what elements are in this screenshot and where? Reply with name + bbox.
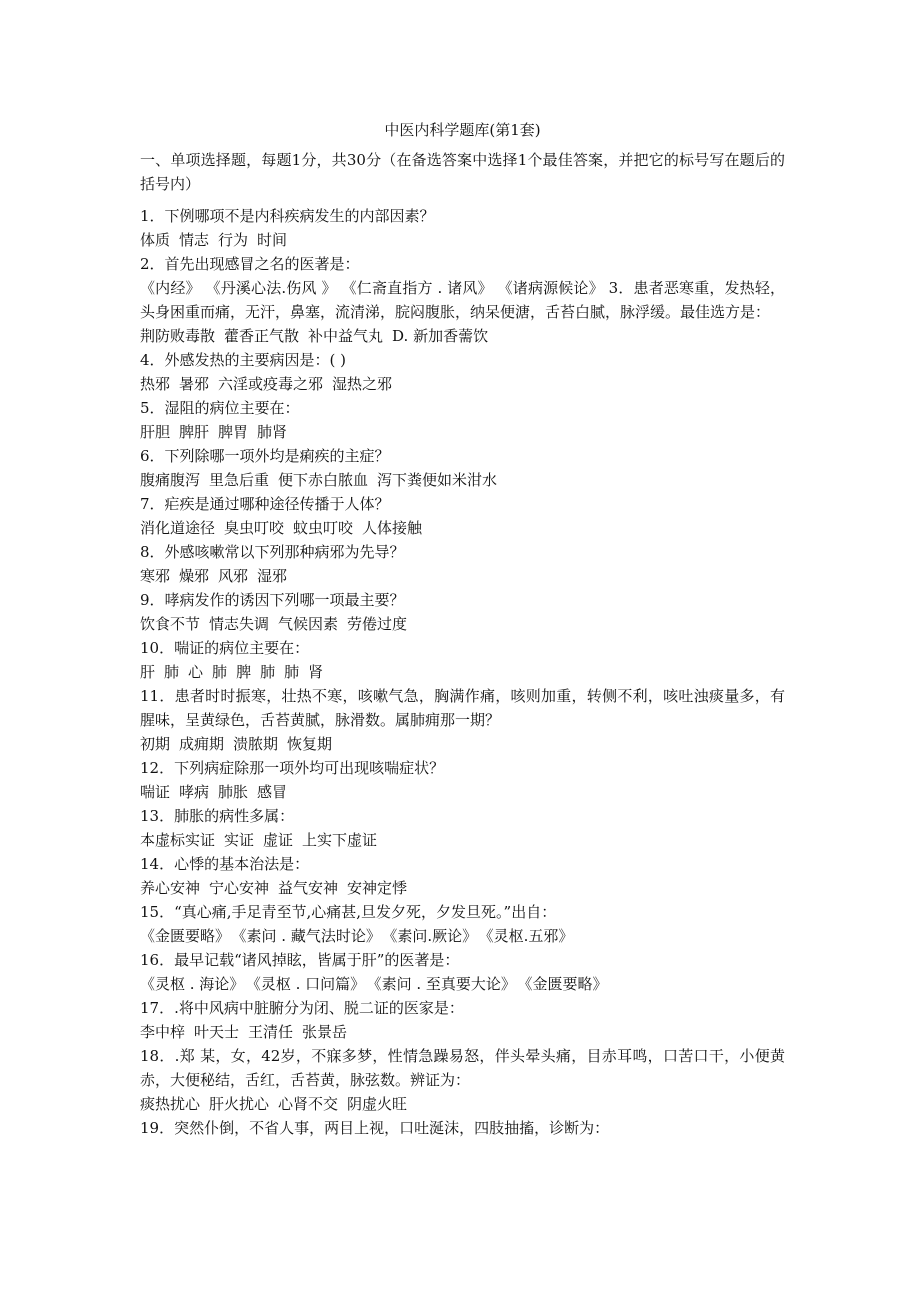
document-page: [140, 118, 785, 1140]
question-text: 9．哮病发作的诱因下列哪一项最主要？: [140, 591, 405, 609]
question-text: 13．肺胀的病性多属：: [140, 807, 295, 825]
answer-option: 便下赤白脓血: [278, 471, 369, 489]
answer-option: 哮病: [179, 783, 210, 801]
answer-option: 《素问 . 藏气法时论》: [239, 927, 381, 945]
question-text: 19．突然仆倒，不省人事，两目上视，口吐涎沫，四肢抽搐，诊断为：: [140, 1119, 610, 1137]
answer-option: 安神定悸: [347, 879, 408, 897]
answer-option: 《灵枢 . 口问篇》: [253, 975, 366, 993]
answer-option: 气候因素: [278, 615, 339, 633]
answer-option: 成痈期: [179, 735, 225, 753]
answer-options: [140, 924, 785, 948]
answer-option: 感冒: [257, 783, 288, 801]
answer-option: 行为: [218, 231, 249, 249]
answer-option: 王清任: [248, 1023, 294, 1041]
answer-option: 劳倦过度: [347, 615, 408, 633]
answer-options: [140, 564, 785, 588]
answer-option: 张景岳: [302, 1023, 348, 1041]
answer-option: 益气安神: [278, 879, 339, 897]
answer-option: 实证: [224, 831, 255, 849]
answer-option: 蚊虫叮咬: [293, 519, 354, 537]
answer-option: 肺: [284, 663, 300, 681]
answer-option: 腹痛腹泻: [140, 471, 201, 489]
answer-option: 六淫或疫毒之邪: [218, 375, 324, 393]
answer-options: [140, 732, 785, 756]
answer-option: 心: [188, 663, 204, 681]
answer-option: 肝: [140, 663, 156, 681]
question-text: 7．疟疾是通过哪种途径传播于人体？: [140, 495, 390, 513]
question-text: 8．外感咳嗽常以下列那种病邪为先导？: [140, 543, 405, 561]
answer-option: 肺: [212, 663, 228, 681]
answer-options: [140, 324, 785, 348]
question-text: 15．“真心痛,手足青至节,心痛甚,旦发夕死，夕发旦死。”出自：: [140, 903, 557, 921]
answer-option: 《素问 . 至真要大论》: [374, 975, 516, 993]
answer-option: 肝火扰心: [209, 1095, 270, 1113]
answer-option: 情志失调: [209, 615, 270, 633]
answer-option: 宁心安神: [209, 879, 270, 897]
question-text: 10．喘证的病位主要在：: [140, 639, 310, 657]
answer-option: 湿邪: [257, 567, 288, 585]
section-intro: 一、单项选择题，每题1分，共30分（在备选答案中选择1个最佳答案，并把它的标号写在题后的括号内）: [140, 151, 785, 193]
answer-option: 养心安神: [140, 879, 201, 897]
answer-option: 肺: [164, 663, 180, 681]
answer-option: 《灵枢.五邪》: [486, 927, 574, 945]
answer-option: 荆防败毒散: [140, 327, 216, 345]
question-text: 12．下列病症除那一项外均可出现咳喘症状？: [140, 759, 445, 777]
answer-option: 肺: [260, 663, 276, 681]
answer-option: 肾: [308, 663, 324, 681]
answer-options: [140, 420, 785, 444]
question-text: 5．湿阻的病位主要在：: [140, 399, 300, 417]
answer-option: 风邪: [218, 567, 249, 585]
answer-option: 情志: [179, 231, 210, 249]
answer-options: [140, 660, 785, 684]
answer-options: [140, 612, 785, 636]
answer-option: 《金匮要略》: [524, 975, 608, 993]
answer-options: [140, 876, 785, 900]
question-text: 2．首先出现感冒之名的医著是：: [140, 255, 360, 273]
answer-option: 补中益气丸: [308, 327, 384, 345]
question-text: 11．患者时时振寒，壮热不寒，咳嗽气急，胸满作痛，咳则加重，转侧不利，咳吐浊痰量多，有腥味，呈黄绿色，舌苔黄腻，脉滑数。属肺痈那一期？: [140, 687, 785, 729]
answer-option: 里急后重: [209, 471, 270, 489]
answer-options: [140, 372, 785, 396]
answer-option: 时间: [257, 231, 288, 249]
answer-option: 脾肝: [179, 423, 210, 441]
answer-option: 体质: [140, 231, 171, 249]
answer-option: 李中梓: [140, 1023, 186, 1041]
answer-option: 痰热扰心: [140, 1095, 201, 1113]
answer-options: [140, 516, 785, 540]
answer-options: [140, 1092, 785, 1116]
answer-option: 热邪: [140, 375, 171, 393]
answer-option: 人体接触: [362, 519, 423, 537]
answer-option: 喘证: [140, 783, 171, 801]
answer-options: [140, 780, 785, 804]
question-text: 6．下列除哪一项外均是痢疾的主症？: [140, 447, 390, 465]
question-text: 1．下例哪项不是内科疾病发生的内部因素？: [140, 207, 435, 225]
answer-option: 肺肾: [257, 423, 288, 441]
answer-option: 《素问.厥论》: [389, 927, 478, 945]
answer-options: [140, 1020, 785, 1044]
question-text: 18．.郑 某，女，42岁，不寐多梦，性情急躁易怒，伴头晕头痛，目赤耳鸣，口苦口干，小便黄赤，大便秘结，舌红，舌苔黄，脉弦数。辨证为：: [140, 1047, 785, 1089]
answer-options: [140, 828, 785, 852]
question-options-line: 《内经》 《丹溪心法.伤风 》 《仁斋直指方 . 诸风》 《诸病源候论》 3．患者恶寒重，发热轻，头身困重而痛，无汗，鼻塞，流清涕，脘闷腹胀，纳呆便溏，舌苔白腻，脉浮缓。最佳选方是：: [140, 279, 785, 321]
answer-option: 心肾不交: [278, 1095, 339, 1113]
answer-option: 暑邪: [179, 375, 210, 393]
question-text: 14．心悸的基本治法是：: [140, 855, 310, 873]
answer-option: 恢复期: [287, 735, 333, 753]
answer-option: 本虚标实证: [140, 831, 216, 849]
answer-option: 饮食不节: [140, 615, 201, 633]
answer-option: 脾: [236, 663, 252, 681]
answer-option: D. 新加香薷饮: [392, 327, 489, 345]
question-text: 16．最早记载“诸风掉眩，皆属于肝”的医著是：: [140, 951, 460, 969]
answer-option: 《金匮要略》: [140, 927, 231, 945]
answer-option: 阴虚火旺: [347, 1095, 408, 1113]
answer-option: 臭虫叮咬: [224, 519, 285, 537]
answer-option: 《灵枢 . 海论》: [140, 975, 245, 993]
question-text: 17．.将中风病中脏腑分为闭、脱二证的医家是：: [140, 999, 464, 1017]
document-title: 中医内科学题库(第1套): [384, 121, 541, 139]
answer-option: 溃脓期: [233, 735, 279, 753]
answer-option: 肺胀: [218, 783, 249, 801]
answer-option: 虚证: [263, 831, 294, 849]
question-text: 4．外感发热的主要病因是：( ): [140, 351, 347, 369]
answer-option: 肝胆: [140, 423, 171, 441]
answer-option: 脾胃: [218, 423, 249, 441]
answer-options: [140, 468, 785, 492]
answer-option: 初期: [140, 735, 171, 753]
answer-option: 燥邪: [179, 567, 210, 585]
answer-option: 藿香正气散: [224, 327, 300, 345]
answer-option: 泻下粪便如米泔水: [377, 471, 498, 489]
answer-option: 湿热之邪: [332, 375, 393, 393]
question-list: [140, 204, 785, 1140]
answer-option: 叶天士: [194, 1023, 240, 1041]
answer-options: [140, 972, 785, 996]
answer-option: 上实下虚证: [302, 831, 378, 849]
answer-option: 消化道途径: [140, 519, 216, 537]
answer-options: [140, 228, 785, 252]
answer-option: 寒邪: [140, 567, 171, 585]
